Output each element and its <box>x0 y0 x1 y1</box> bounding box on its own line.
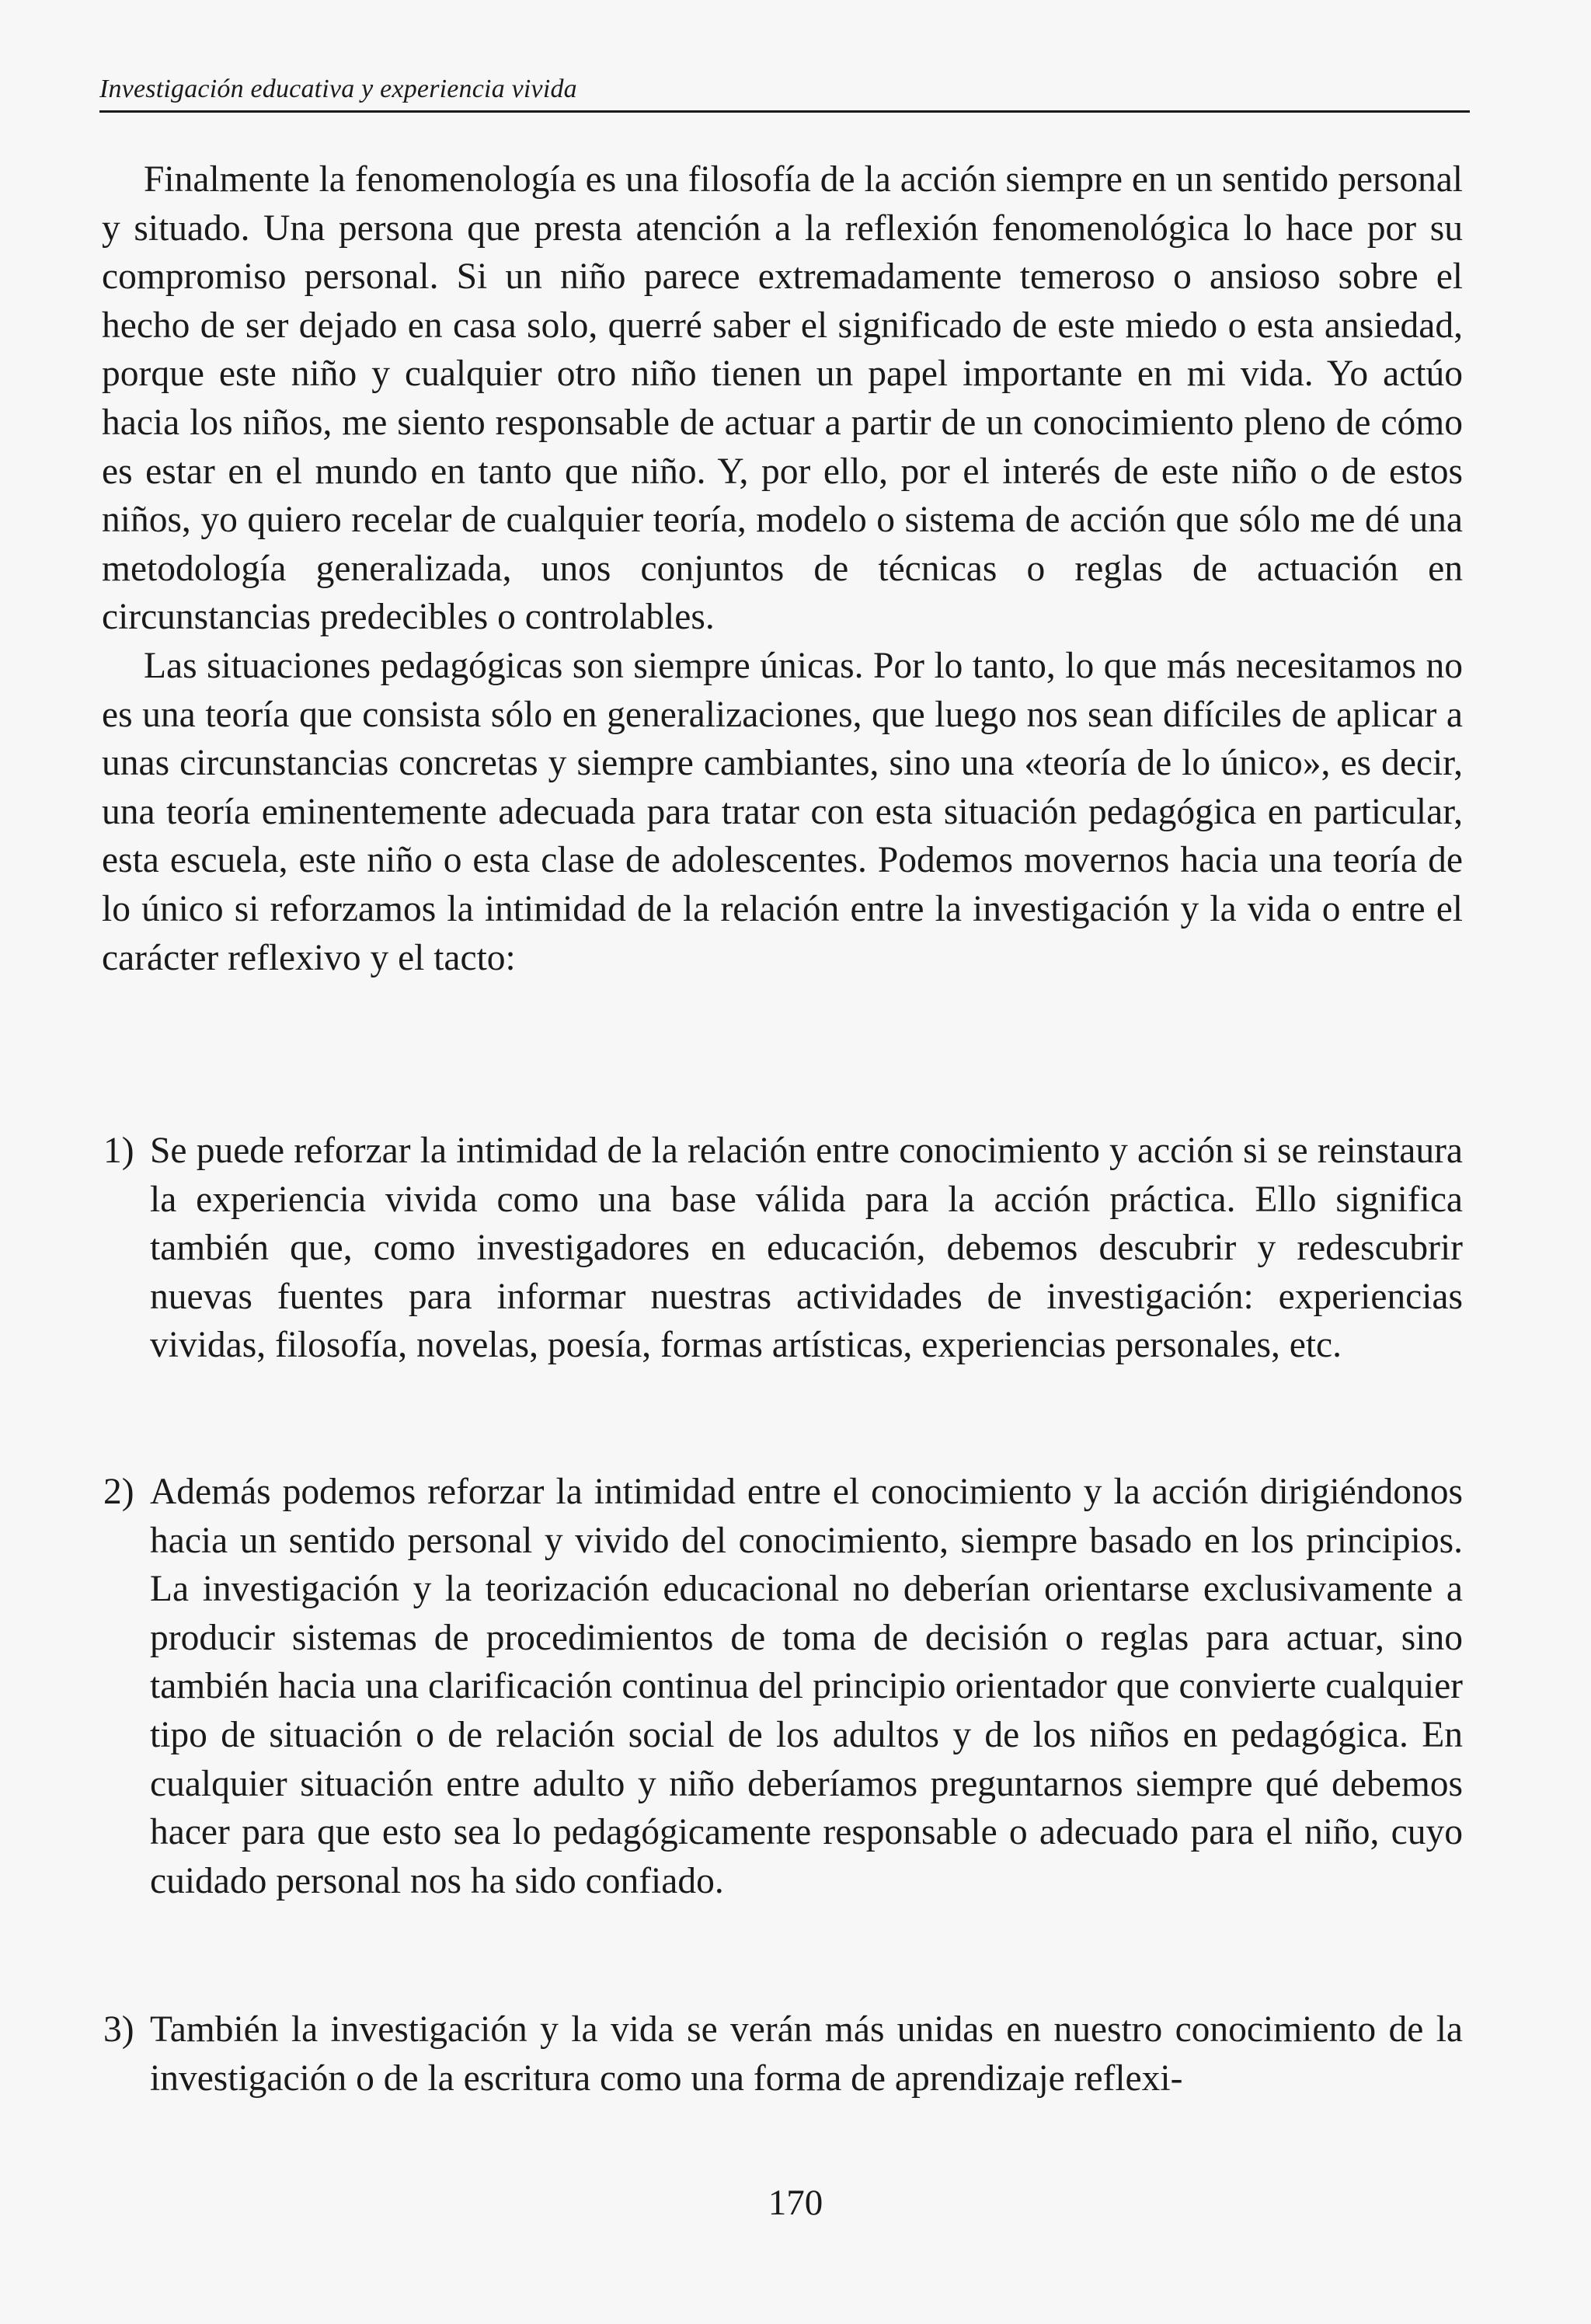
page-number: 170 <box>768 2183 823 2223</box>
list-marker-3: 3) <box>103 2009 134 2050</box>
list-marker-1: 1) <box>103 1131 134 1171</box>
paragraph-1: Finalmente la fenomenología es una filosofía de la acción siempre en un sentido personal y situado. Una persona que presta atención a la reflexión fenomenológica lo hace por su compromiso personal. Si un niño parece extremadamente temeroso o ansioso sobre el hecho de ser dejado en casa solo, querré saber el significado de este miedo o esta ansiedad, porque este niño y cualquier otro niño tienen un papel importante en mi vida. Yo actúo hacia los niños, me siento responsable de actuar a partir de un conocimiento pleno de cómo es estar en el mundo en tanto que niño. Y, por ello, por el interés de este niño o de estos niños, yo quiero recelar de cualquier teoría, modelo o sistema de acción que sólo me dé una metodología generalizada, unos conjuntos de técnicas o reglas de actuación en circunstancias predecibles o controlables. <box>102 159 1463 638</box>
list-item-3-text: También la investigación y la vida se verán más unidas en nuestro conocimiento de la investigación o de la escritura como una forma de aprendizaje reflexi- <box>150 2009 1463 2099</box>
list-item-2 <box>102 1468 1463 1905</box>
list-item-1-text: Se puede reforzar la intimidad de la relación entre conocimiento y acción si se reinstaura la experiencia vivida como una base válida para la acción práctica. Ello significa también que, como investigadores en educación, debemos descubrir y redescubrir nuevas fuentes para informar nuestras actividades de investigación: experiencias vividas, filosofía, novelas, poesía, formas artísticas, experiencias personales, etc. <box>150 1131 1463 1366</box>
list-marker-2: 2) <box>103 1472 134 1512</box>
list-item-2-text: Además podemos reforzar la intimidad entre el conocimiento y la acción dirigiéndonos hacia un sentido personal y vivido del conocimiento, siempre basado en los principios. La investigación y la teorización educacional no deberían orientarse exclusivamente a producir sistemas de procedimientos de toma de decisión o reglas para actuar, sino también hacia una clarificación continua del principio orientador que convierte cualquier tipo de situación o de relación social de los adultos y de los niños en pedagógica. En cualquier situación entre adulto y niño deberíamos preguntarnos siempre qué debemos hacer para que esto sea lo pedagógicamente responsable o adecuado para el niño, cuyo cuidado personal nos ha sido confiado. <box>150 1472 1463 1901</box>
list-item-3 <box>102 2005 1463 2103</box>
running-header: Investigación educativa y experiencia vivida <box>99 75 577 103</box>
main-text <box>102 155 1463 982</box>
list-item-1 <box>102 1127 1463 1370</box>
header-rule <box>99 110 1470 113</box>
paragraph-2: Las situaciones pedagógicas son siempre únicas. Por lo tanto, lo que más necesitamos no es una teoría que consista sólo en generalizaciones, que luego nos sean difíciles de aplicar a unas circunstancias concretas y siempre cambiantes, sino una «teoría de lo único», es decir, una teoría eminentemente adecuada para tratar con esta situación pedagógica en particular, esta escuela, este niño o esta clase de adolescentes. Podemos movernos hacia una teoría de lo único si reforzamos la intimidad de la relación entre la investigación y la vida o entre el carácter reflexivo y el tacto: <box>102 645 1463 978</box>
